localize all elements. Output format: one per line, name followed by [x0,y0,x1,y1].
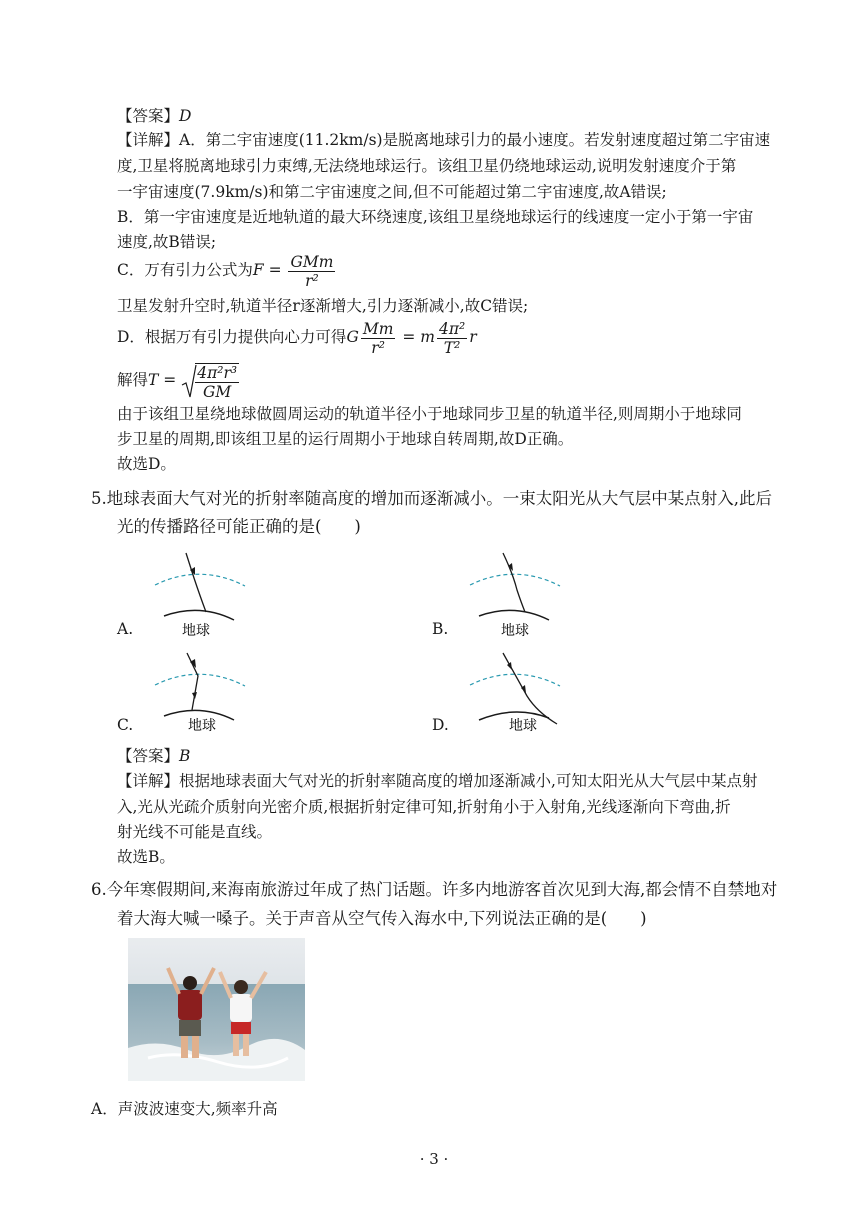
light-ray [186,553,206,612]
q4-detail-b-line1: B．第一宇宙速度是近地轨道的最大环绕速度,该组卫星绕地球运行的线速度一定小于第一宇宙 [117,208,754,226]
q6-option-a: A．声波波速变大,频率升高 [91,1100,278,1118]
q4-formula-d-line: D．根据万有引力提供向心力可得G $\frac{Mm}{\text{r²}}$ = m $\frac{\text{4π²}}{\text{T²}}$ r [117,319,477,357]
fraction-denominator: r² [371,338,385,357]
q4-detail-d-line3: 由于该组卫星绕地球做圆周运动的轨道半径小于地球同步卫星的轨道半径,则周期小于地球同 [117,405,742,423]
light-ray [503,553,525,612]
detail-label: 【详解】 [117,772,180,790]
rhs-fraction [437,320,467,357]
fraction-denominator: r² [305,271,319,290]
fraction-numerator: Mm [362,319,394,338]
sqrt-expression [181,361,241,401]
earth-surface [479,610,549,620]
earth-label: 地球 [182,623,210,639]
option-b-diagram [465,548,565,643]
detail-text: 根据地球表面大气对光的折射率随高度的增加逐渐减小,可知太阳光从大气层中某点射 [179,772,758,790]
q5-stem-line2: 光的传播路径可能正确的是( ) [117,517,361,536]
fraction-numerator: 4π² [438,319,466,338]
answer-label: 【答案】 [117,107,180,125]
q5-answer-line [117,744,190,768]
q4-conclusion: 故选D。 [117,455,176,473]
detail-text: A．第二宇宙速度(11.2km/s)是脱离地球引力的最小速度。若发射速度超过第二宇宙速 [179,131,771,149]
beach-photo [128,938,305,1081]
formula-coef: m [420,328,435,346]
q4-detail-d-line4: 步卫星的周期,即该组卫星的运行周期小于地球自转周期,故D正确。 [117,430,574,448]
q4-detail-b-line2: 速度,故B错误; [117,233,217,251]
question-number: 6. [91,880,107,899]
page-number: · 3 · [419,1150,449,1168]
option-a-diagram [150,548,250,643]
q5-stem-line1 [91,486,772,512]
atmosphere-boundary [155,674,245,686]
option-c-diagram [150,648,250,743]
answer-value: D [179,107,192,125]
q5-detail-line2: 入,光从光疏介质射向光密介质,根据折射定律可知,折射角小于入射角,光线逐渐向下弯曲,折 [117,798,731,816]
formula-prefix: C．万有引力公式为 [117,261,253,279]
answer-label: 【答案】 [117,747,180,765]
option-c-label: C. [117,716,134,734]
arrow-head-icon [192,692,197,699]
earth-label: 地球 [501,623,529,639]
earth-label: 地球 [188,718,216,734]
sqrt-fraction [195,363,239,401]
fraction-denominator: T² [443,338,461,357]
q4-solve-line: 解得T = $\frac{\text{4π²r³}}{GM}$ [117,360,241,401]
fraction-numerator: 4π²r³ [197,364,238,382]
fraction-denominator: GM [203,383,232,401]
lhs-fraction [361,320,396,357]
question-text: 地球表面大气对光的折射率随高度的增加而逐渐减小。一束太阳光从大气层中某点射入,此后 [106,489,772,508]
formula-prefix: D．根据万有引力提供向心力可得 [117,328,347,346]
question-text: 今年寒假期间,来海南旅游过年成了热门话题。许多内地游客首次见到大海,都会情不自禁地对 [106,880,778,899]
q4-detail-c-line2: 卫星发射升空时,轨道半径r逐渐增大,引力逐渐减小,故C错误; [117,297,529,315]
gravity-fraction [288,253,335,290]
earth-surface [164,610,234,620]
option-d-label: D. [432,716,449,734]
option-a-label: A. [117,620,134,638]
q5-detail-line3: 射光线不可能是直线。 [117,823,273,841]
q6-stem-line1 [91,877,777,903]
option-b-label: B. [432,620,449,638]
earth-label: 地球 [509,718,537,734]
detail-label: 【详解】 [117,131,180,149]
arrow-head-icon [507,662,512,670]
question-number: 5. [91,489,107,508]
formula-coef: G [346,328,359,346]
option-d-diagram [465,648,565,743]
q4-detail-a-line3: 一宇宙速度(7.9km/s)和第二宇宙速度之间,但不可能超过第二宇宙速度,故A错误; [117,183,667,201]
q4-detail-a-line2: 度,卫星将脱离地球引力束缚,无法绕地球运行。该组卫星仍绕地球运动,说明发射速度介于第 [117,157,737,175]
fraction-numerator: GMm [290,252,334,271]
q4-formula-c-line: C．万有引力公式为F = $\frac{\text{GMm}}{\text{r²}}$ [117,252,334,290]
formula-tail: r [469,328,477,346]
q4-answer-line [117,104,191,128]
q5-conclusion: 故选B。 [117,848,175,866]
atmosphere-boundary [155,574,245,586]
solve-prefix: 解得 [117,371,149,389]
atmosphere-boundary [470,674,560,686]
q5-detail-line1 [117,769,757,793]
q6-stem-line2: 着大海大喊一嗓子。关于声音从空气传入海水中,下列说法正确的是( ) [117,909,647,928]
formula-lhs: F [252,261,264,279]
answer-value: B [179,747,191,765]
formula-lhs: T [148,371,159,389]
q4-detail-a-line1 [117,128,770,152]
